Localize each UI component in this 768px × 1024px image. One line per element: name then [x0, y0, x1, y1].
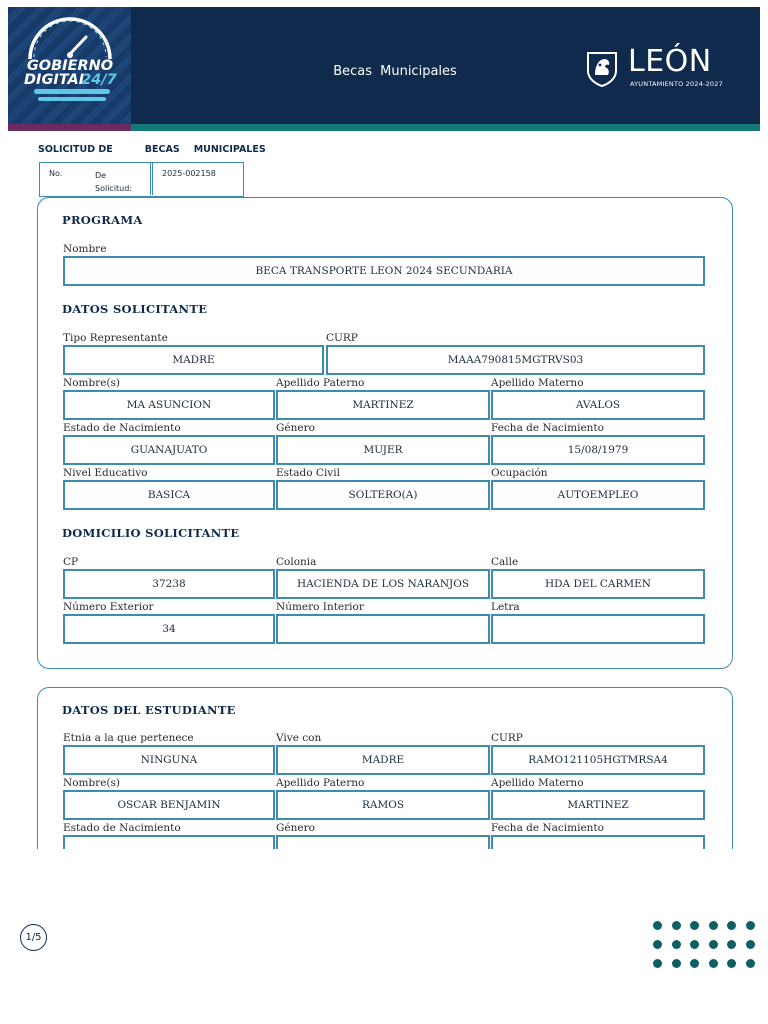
page-cutoff [0, 849, 768, 889]
estudiante-materno-field: MARTINEZ [491, 790, 705, 820]
nombres-field: MA ASUNCION [63, 390, 275, 420]
solicitante-title: DATOS SOLICITANTE [62, 302, 208, 316]
solicitud-de-label [95, 169, 132, 195]
ocupacion-label: Ocupación [491, 467, 548, 479]
numero-exterior-label: Número Exterior [63, 601, 154, 613]
page-number: 1/5 [20, 924, 47, 951]
decor-dot [727, 921, 736, 930]
decor-dot [672, 921, 681, 930]
solicitud-number: 2025-002158 [162, 169, 216, 178]
fecha-nacimiento-field: 15/08/1979 [491, 435, 705, 465]
decor-dot [672, 959, 681, 968]
estudiante-curp-field: RAMO121105HGTMRSA4 [491, 745, 705, 775]
decor-dot [672, 940, 681, 949]
nombres-label: Nombre(s) [63, 377, 121, 389]
estudiante-paterno-field: RAMOS [276, 790, 490, 820]
nivel-educativo-field: BASICA [63, 480, 275, 510]
etnia-field: NINGUNA [63, 745, 275, 775]
decor-dot [727, 940, 736, 949]
leon-brand [586, 44, 746, 93]
apellido-paterno-label: Apellido Paterno [276, 377, 365, 389]
leon-subtitle: AYUNTAMIENTO 2024-2027 [630, 80, 723, 88]
solicitud-de-label-2: Solicitud: [95, 184, 133, 193]
ocupacion-field: AUTOEMPLEO [491, 480, 705, 510]
solicitud-title-2: BECAS [144, 144, 180, 155]
estudiante-genero-label: Género [276, 822, 315, 834]
numero-interior-label: Número Interior [276, 601, 364, 613]
decor-dot [709, 921, 718, 930]
numero-exterior-field: 34 [63, 614, 275, 644]
decor-dot [690, 940, 699, 949]
calle-field: HDA DEL CARMEN [491, 569, 705, 599]
vive-con-label: Vive con [276, 732, 322, 744]
genero-label: Género [276, 422, 315, 434]
logo-text-2: DIGITAL [24, 72, 88, 88]
gobierno-digital-logo [8, 7, 131, 124]
decor-dot [653, 921, 662, 930]
estudiante-paterno-label: Apellido Paterno [276, 777, 365, 789]
curp-label: CURP [326, 332, 358, 344]
decor-dot [746, 959, 755, 968]
estado-nacimiento-field: GUANAJUATO [63, 435, 275, 465]
apellido-materno-label: Apellido Materno [491, 377, 584, 389]
decor-dot [690, 959, 699, 968]
header-title: Becas Municipales [333, 64, 457, 79]
estado-civil-label: Estado Civil [276, 467, 340, 479]
decor-dot [653, 940, 662, 949]
tipo-representante-field: MADRE [63, 345, 324, 375]
programa-nombre-field: BECA TRANSPORTE LEON 2024 SECUNDARIA [63, 256, 705, 286]
colonia-label: Colonia [276, 556, 317, 568]
decor-dot [746, 940, 755, 949]
estado-nacimiento-label: Estado de Nacimiento [63, 422, 181, 434]
apellido-paterno-field: MARTINEZ [276, 390, 490, 420]
solicitud-number-box [39, 162, 244, 197]
solicitud-de-label-1: De [95, 171, 107, 180]
logo-text-3: 24/7 [81, 72, 117, 88]
estudiante-nombres-label: Nombre(s) [63, 777, 121, 789]
estudiante-curp-label: CURP [491, 732, 523, 744]
estudiante-fecha-label: Fecha de Nacimiento [491, 822, 604, 834]
leon-wordmark: LEÓN [628, 44, 712, 79]
solicitud-no-label: No. [49, 169, 63, 178]
accent-bar-purple [8, 124, 131, 131]
decor-dot [653, 959, 662, 968]
curp-field: MAAA790815MGTRVS03 [326, 345, 705, 375]
letra-field [491, 614, 705, 644]
estudiante-materno-label: Apellido Materno [491, 777, 584, 789]
colonia-field: HACIENDA DE LOS NARANJOS [276, 569, 490, 599]
fecha-nacimiento-label: Fecha de Nacimiento [491, 422, 604, 434]
nivel-educativo-label: Nivel Educativo [63, 467, 148, 479]
programa-title: PROGRAMA [62, 213, 143, 227]
apellido-materno-field: AVALOS [491, 390, 705, 420]
estudiante-estado-label: Estado de Nacimiento [63, 822, 181, 834]
estado-civil-field: SOLTERO(A) [276, 480, 490, 510]
cp-field: 37238 [63, 569, 275, 599]
vive-con-field: MADRE [276, 745, 490, 775]
page-header [8, 7, 760, 131]
decor-dot [727, 959, 736, 968]
tipo-representante-label: Tipo Representante [63, 332, 168, 344]
programa-nombre-label: Nombre [63, 243, 107, 255]
solicitud-title-3: MUNICIPALES [193, 144, 266, 155]
solicitud-title-1: SOLICITUD DE [38, 144, 113, 155]
domicilio-title: DOMICILIO SOLICITANTE [62, 526, 240, 540]
calle-label: Calle [491, 556, 519, 568]
genero-field: MUJER [276, 435, 490, 465]
solicitud-title [38, 144, 266, 155]
estudiante-title: DATOS DEL ESTUDIANTE [62, 703, 236, 717]
decor-dot [690, 921, 699, 930]
etnia-label: Etnia a la que pertenece [63, 732, 194, 744]
decor-dot [709, 940, 718, 949]
decor-dot [746, 921, 755, 930]
accent-bar-teal [131, 124, 760, 131]
letra-label: Letra [491, 601, 520, 613]
numero-interior-field [276, 614, 490, 644]
lion-shield-icon [586, 51, 618, 87]
cp-label: CP [63, 556, 79, 568]
gobierno-digital-logo-icon [8, 7, 131, 124]
solicitante-card [37, 197, 733, 669]
estudiante-nombres-field: OSCAR BENJAMIN [63, 790, 275, 820]
solicitud-divider [150, 163, 153, 195]
dot-pattern-decoration [653, 921, 763, 971]
logo-text-1: GOBIERNO [26, 58, 114, 74]
decor-dot [709, 959, 718, 968]
